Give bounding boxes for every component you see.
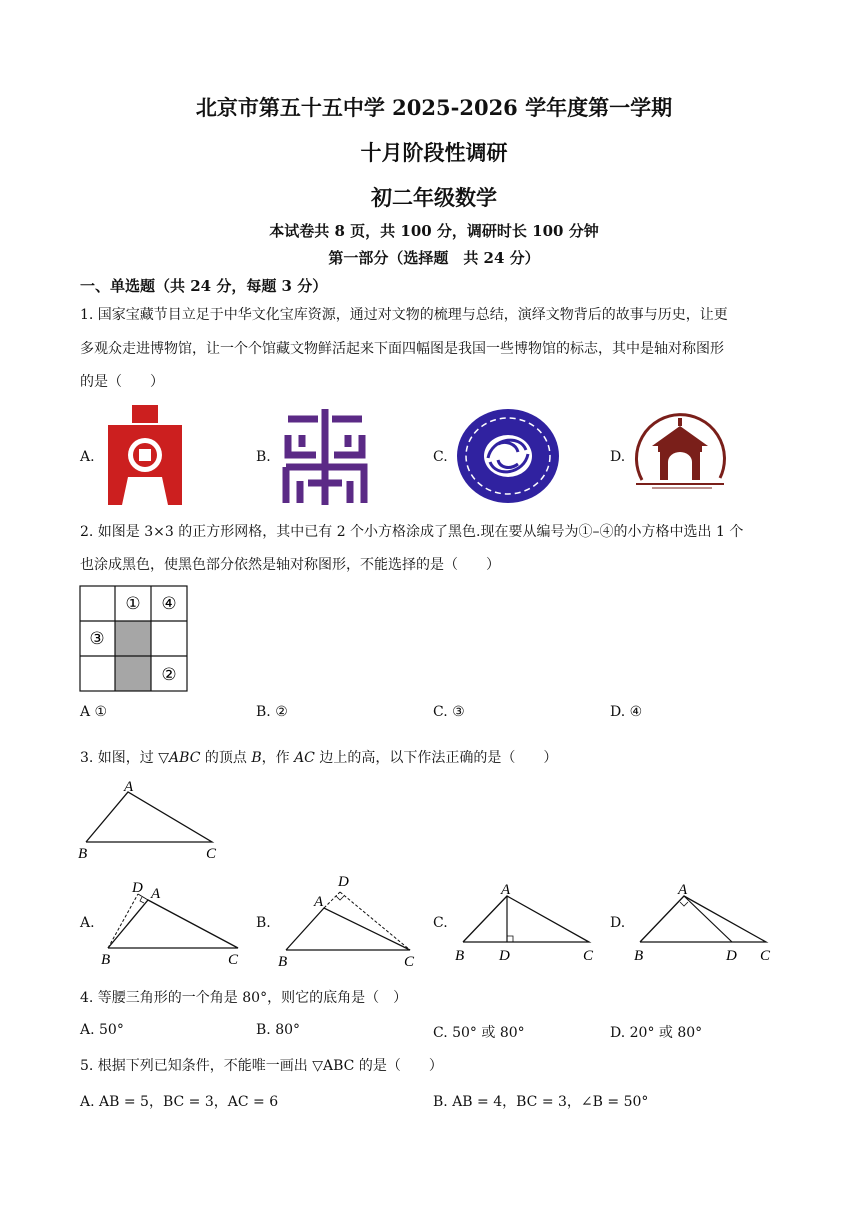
- q3-suffix: 边上的高，以下作法正确的是（ ）: [314, 750, 558, 766]
- cell-label-4: ④: [161, 594, 177, 613]
- q1-line1: 1. 国家宝藏节目立足于中华文化宝库资源，通过对文物的梳理与总结，演绎文物背后的故事与历史，让更: [80, 307, 728, 323]
- q3-triangle-figure: [74, 778, 224, 862]
- q2-option-b: B. ②: [256, 704, 288, 720]
- label-A: A: [151, 886, 161, 902]
- q4-option-b: B. 80°: [256, 1022, 301, 1038]
- label-B: B: [278, 954, 288, 970]
- q2-option-d: D. ④: [610, 704, 643, 720]
- label-C: C: [206, 846, 217, 862]
- q3-side: AC: [294, 750, 315, 766]
- q5-option-a: A. AB = 5，BC = 3，AC = 6: [80, 1094, 279, 1110]
- q3-triangle: ▽ABC: [158, 750, 201, 766]
- cell-label-2: ②: [161, 665, 177, 684]
- label-D: D: [132, 880, 143, 896]
- q2-option-c: C. ③: [433, 704, 465, 720]
- q3-point-b: B: [251, 750, 262, 766]
- label-C: C: [228, 952, 239, 968]
- q3-option-b-label: B.: [256, 915, 271, 931]
- q2-option-a: A ①: [80, 704, 108, 720]
- q4-option-c: C. 50° 或 80°: [433, 1025, 525, 1041]
- label-A: A: [314, 894, 324, 910]
- museum-logo-d: [632, 408, 728, 494]
- museum-logo-c: [456, 408, 560, 504]
- q2-grid: [79, 585, 189, 693]
- q4-stem: 4. 等腰三角形的一个角是 80°，则它的底角是（ ）: [80, 990, 408, 1006]
- label-A: A: [501, 882, 511, 898]
- label-C: C: [404, 954, 415, 970]
- section-heading: 一、单选题（共 24 分，每题 3 分）: [80, 277, 328, 295]
- q3-option-d-figure: [630, 878, 780, 966]
- label-A: A: [124, 779, 134, 795]
- grade-subject: 初二年级数学: [371, 185, 497, 210]
- label-C: C: [583, 948, 594, 964]
- label-B: B: [634, 948, 644, 964]
- q2-line2: 也涂成黑色，使黑色部分依然是轴对称图形，不能选择的是（ ）: [80, 557, 500, 573]
- q1-line3: 的是（ ）: [80, 374, 164, 390]
- q2-line1: 2. 如图是 3×3 的正方形网格，其中已有 2 个小方格涂成了黑色.现在要从编号为①–④的小方格中选出 1 个: [80, 524, 744, 540]
- museum-logo-a: [102, 405, 188, 505]
- q1-option-c-label: C.: [433, 449, 448, 465]
- q3-option-a-label: A.: [80, 915, 95, 931]
- q1-option-b-label: B.: [256, 449, 271, 465]
- q3-option-c-figure: [453, 878, 603, 966]
- exam-title: 北京市第五十五中学 2025-2026 学年度第一学期: [195, 95, 673, 120]
- label-B: B: [78, 846, 88, 862]
- cell-label-3: ③: [89, 629, 105, 648]
- label-D: D: [726, 948, 737, 964]
- q3-option-d-label: D.: [610, 915, 626, 931]
- cell-label-1: ①: [125, 594, 141, 613]
- q1-option-d-label: D.: [610, 449, 626, 465]
- q3-mid2: ，作: [261, 750, 295, 766]
- q4-option-a: A. 50°: [80, 1022, 124, 1038]
- part-heading: 第一部分（选择题 共 24 分）: [328, 249, 540, 267]
- q3-option-b-figure: [276, 870, 426, 970]
- exam-info: 本试卷共 8 页，共 100 分，调研时长 100 分钟: [269, 222, 599, 240]
- label-D: D: [499, 948, 510, 964]
- label-A: A: [678, 882, 688, 898]
- label-B: B: [101, 952, 111, 968]
- q3-prefix: 3. 如图，过: [80, 750, 159, 766]
- q5-stem: 5. 根据下列已知条件，不能唯一画出 ▽ABC 的是（ ）: [80, 1058, 443, 1074]
- q3-option-a-figure: [98, 876, 248, 968]
- q1-option-a-label: A.: [80, 449, 95, 465]
- q3-stem: [80, 748, 557, 768]
- label-B: B: [455, 948, 465, 964]
- exam-subtitle: 十月阶段性调研: [360, 140, 508, 165]
- q3-option-c-label: C.: [433, 915, 448, 931]
- label-C: C: [760, 948, 771, 964]
- q5-option-b: B. AB = 4，BC = 3，∠B = 50°: [433, 1094, 649, 1110]
- q1-line2: 多观众走进博物馆，让一个个馆藏文物鲜活起来下面四幅图是我国一些博物馆的标志，其中是轴对称图形: [80, 341, 724, 357]
- q4-option-d: D. 20° 或 80°: [610, 1025, 703, 1041]
- q3-mid: 的顶点: [200, 750, 252, 766]
- label-D: D: [338, 874, 349, 890]
- museum-logo-b: [278, 405, 370, 509]
